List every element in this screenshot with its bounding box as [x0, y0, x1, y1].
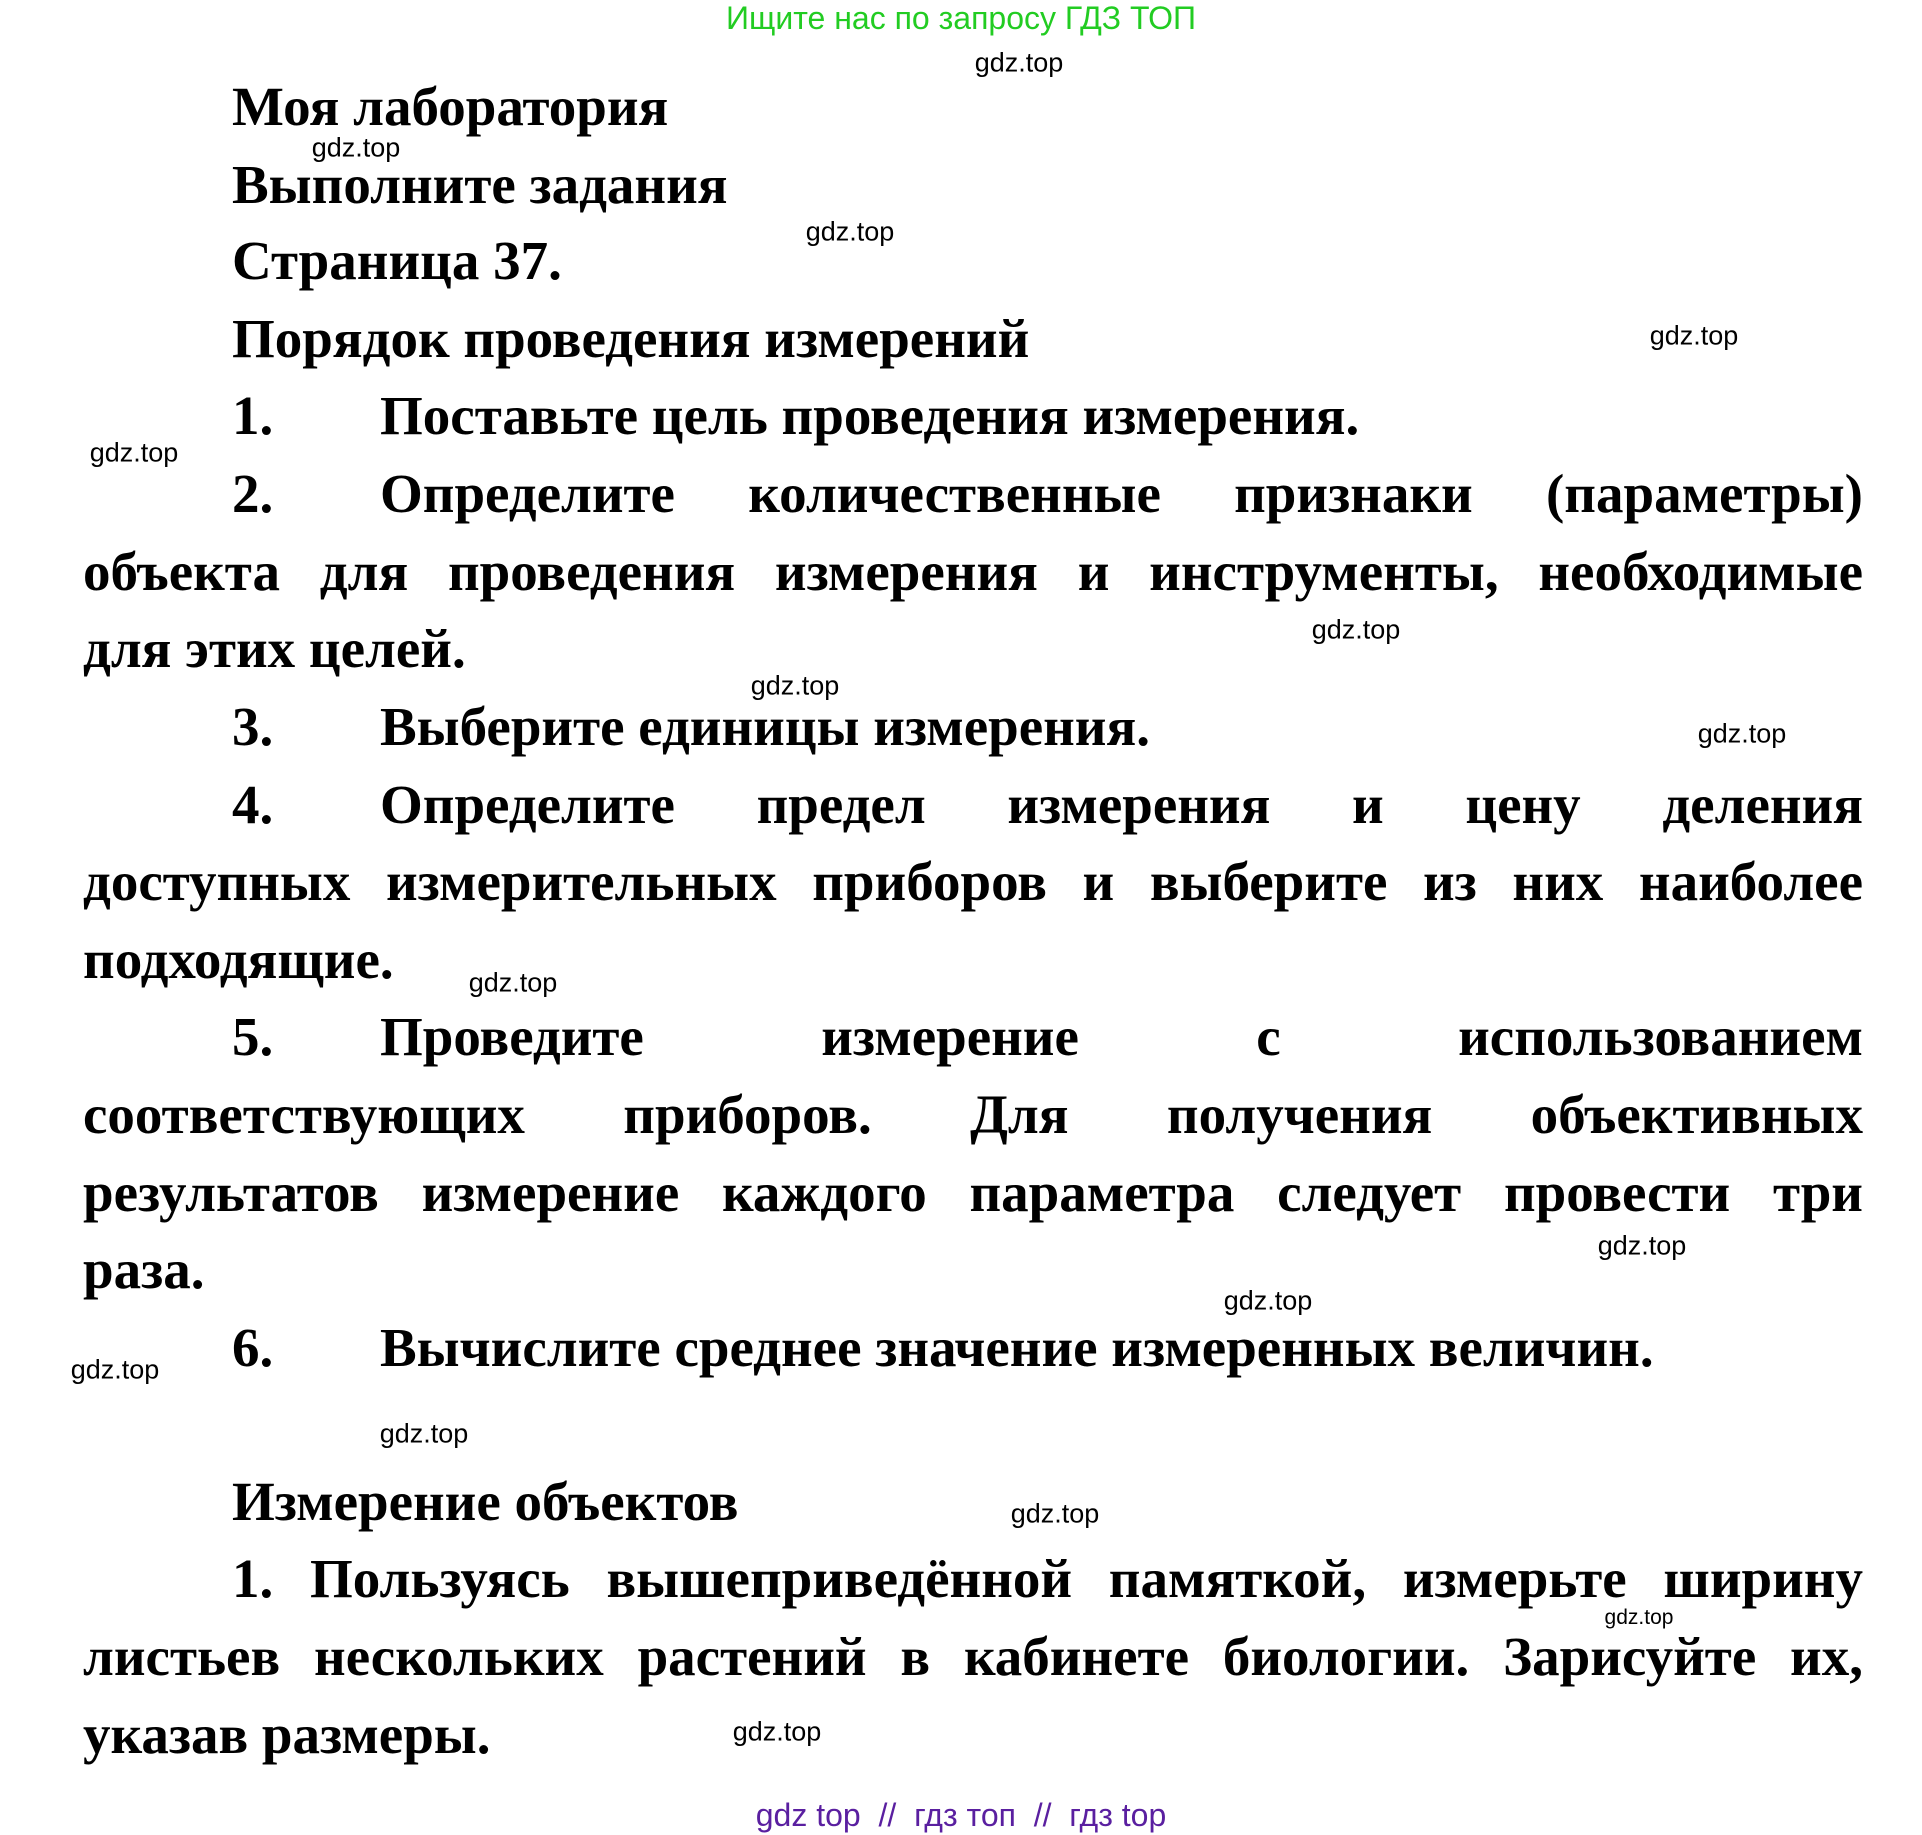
step-number: 1.: [232, 385, 274, 446]
watermark: gdz.top: [750, 670, 840, 701]
step-3: [0, 692, 1922, 762]
step-text: объекта для проведения измерения и инструменты, необходимые: [83, 541, 1863, 602]
heading-order: Порядок проведения измерений: [232, 308, 1030, 369]
step-text: Определите количественные признаки (параметры): [380, 463, 1863, 524]
watermark: gdz.top: [1697, 718, 1787, 749]
watermark: gdz.top: [1010, 1498, 1100, 1529]
heading-page: Страница 37.: [232, 230, 562, 291]
step-text: результатов измерение каждого параметра следует провести три: [83, 1162, 1863, 1223]
step-text: для этих целей.: [83, 618, 466, 679]
step-1: [0, 381, 1922, 451]
step-text: соответствующих приборов. Для получения объективных: [83, 1084, 1863, 1145]
watermark: gdz.top: [1604, 1606, 1674, 1629]
step-text: Проведите измерение с использованием: [380, 1006, 1863, 1067]
watermark: gdz.top: [1649, 320, 1739, 351]
step-number: 6.: [232, 1317, 274, 1378]
step-text: раза.: [83, 1239, 205, 1300]
task-text: 1. Пользуясь вышеприведённой памяткой, измерьте ширину: [232, 1548, 1863, 1609]
heading-tasks: Выполните задания: [232, 154, 728, 215]
task-text: листьев нескольких растений в кабинете биологии. Зарисуйте их,: [83, 1626, 1863, 1687]
watermark: gdz.top: [379, 1418, 469, 1449]
footer-links[interactable]: gdz top // гдз топ // гдз top: [755, 1797, 1167, 1833]
step-text: Выберите единицы измерения.: [380, 696, 1150, 757]
watermark: gdz.top: [70, 1354, 160, 1385]
watermark: gdz.top: [1223, 1285, 1313, 1316]
watermark: gdz.top: [1597, 1230, 1687, 1261]
heading-lab: Моя лаборатория: [232, 76, 669, 137]
watermark: gdz.top: [805, 216, 895, 247]
watermark: gdz.top: [974, 47, 1064, 78]
watermark: gdz.top: [468, 967, 558, 998]
watermark: gdz.top: [89, 437, 179, 468]
search-banner: Ищите нас по запросу ГДЗ ТОП: [726, 0, 1196, 36]
heading-objects: Измерение объектов: [232, 1471, 739, 1532]
step-number: 2.: [232, 463, 274, 524]
step-number: 3.: [232, 696, 274, 757]
step-6: [0, 1313, 1922, 1383]
step-text: Вычислите среднее значение измеренных величин.: [380, 1317, 1654, 1378]
watermark: gdz.top: [732, 1716, 822, 1747]
step-text: Поставьте цель проведения измерения.: [380, 385, 1360, 446]
watermark: gdz.top: [1311, 614, 1401, 645]
task-text: указав размеры.: [83, 1704, 491, 1765]
step-text: подходящие.: [83, 929, 394, 990]
step-number: 5.: [232, 1006, 274, 1067]
watermark: gdz.top: [311, 132, 401, 163]
step-number: 4.: [232, 774, 274, 835]
step-text: Определите предел измерения и цену деления: [380, 774, 1863, 835]
step-text: доступных измерительных приборов и выберите из них наиболее: [83, 851, 1863, 912]
